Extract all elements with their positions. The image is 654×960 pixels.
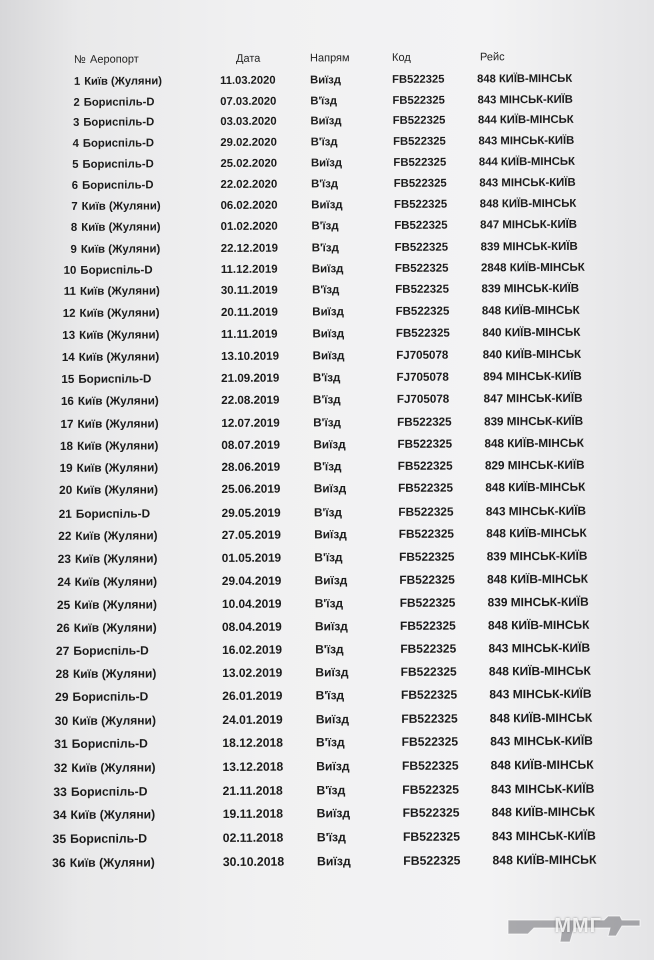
row-airport: Київ (Жуляни) [72,713,157,728]
row-airport: Бориспіль-D [72,689,149,705]
row-flight: 844 КИЇВ-МІНСЬК [477,114,574,127]
row-flight: 848 КИЇВ-МІНСЬК [484,436,584,451]
row-code: FJ705078 [396,349,449,362]
row-number: 33 [53,784,67,799]
row-number: 8 [70,222,78,235]
table-row [38,805,636,833]
row-code: FB522325 [394,219,448,233]
row-flight: 839 МІНСЬК-КИЇВ [481,283,580,296]
row-date: 21.09.2019 [221,372,280,386]
row-direction: Виїзд [310,74,341,87]
row-date: 08.04.2019 [221,619,282,634]
row-airport: Київ (Жуляни) [73,620,157,635]
row-airport: Бориспіль-D [82,137,155,150]
row-flight: 848 КИЇВ-МІНСЬК [487,617,590,633]
row-airport: Київ (Жуляни) [84,75,162,88]
row-code: FB522325 [399,549,455,565]
row-flight: 839 МІНСЬК-КИЇВ [480,240,578,253]
row-airport: Бориспіль-D [71,736,148,752]
row-direction: Виїзд [310,115,342,128]
row-date: 16.02.2019 [222,642,283,657]
row-date: 11.12.2019 [220,263,278,276]
row-direction: Виїзд [312,306,344,319]
row-code: FB522325 [392,94,445,107]
row-airport: Київ (Жуляни) [76,461,159,475]
row-code: FB522325 [401,758,459,773]
row-flight: 848 КИЇВ-МІНСЬК [479,197,577,211]
row-airport: Бориспіль-D [73,643,149,658]
row-flight: 839 МІНСЬК-КИЇВ [484,414,584,428]
row-direction: В'їзд [312,371,341,385]
row-flight: 844 КИЇВ-МІНСЬК [478,155,575,169]
row-date: 01.02.2020 [220,220,278,234]
row-date: 12.07.2019 [221,416,280,430]
row-flight: 848 КИЇВ-МІНСЬК [485,481,586,495]
row-flight: 839 МІНСЬК-КИЇВ [486,548,588,564]
row-number: 18 [59,439,74,453]
row-number: 16 [60,395,74,409]
row-code: FB522325 [397,459,453,473]
row-airport: Київ (Жуляни) [75,528,158,544]
row-direction: Виїзд [310,157,343,170]
row-direction: В'їзд [311,178,339,191]
header-date: Дата [235,52,261,65]
row-direction: Виїзд [312,327,345,341]
row-airport: Київ (Жуляни) [77,394,159,409]
row-flight: 829 МІНСЬК-КИЇВ [484,458,585,473]
row-code: FB522325 [399,572,455,587]
row-airport: Київ (Жуляни) [72,666,157,682]
row-code: FB522325 [394,262,449,275]
row-direction: Виїзд [314,573,348,588]
row-code: FB522325 [395,327,450,340]
row-airport: Київ (Жуляни) [77,416,159,431]
row-direction: В'їзд [316,782,346,797]
row-date: 29.02.2020 [220,136,277,150]
row-code: FB522325 [398,504,454,519]
row-number: 2 [73,96,80,109]
row-airport: Київ (Жуляни) [79,285,160,299]
row-date: 20.11.2019 [220,306,278,320]
row-direction: Виїзд [313,437,346,452]
row-airport: Київ (Жуляни) [71,760,156,775]
row-date: 03.03.2020 [220,115,277,129]
row-date: 19.11.2018 [222,806,284,822]
row-number: 27 [55,643,70,658]
row-flight: 840 КИЇВ-МІНСЬК [482,326,581,340]
row-number: 30 [54,713,69,728]
row-date: 22.02.2020 [220,178,278,191]
header-num: № [73,53,86,66]
row-direction: В'їзд [314,596,344,611]
row-number: 6 [71,179,79,192]
row-date: 29.05.2019 [221,505,281,520]
row-code: FJ705078 [396,392,450,407]
row-direction: Виїзд [314,527,347,542]
row-airport: Київ (Жуляни) [79,329,160,342]
row-airport: Бориспіль-D [83,95,155,109]
row-number: 7 [71,200,78,213]
row-date: 07.03.2020 [220,95,277,108]
table-row [39,781,637,808]
row-airport: Бориспіль-D [80,264,153,277]
row-direction: В'їзд [315,735,345,750]
row-flight: 843 МІНСЬК-КИЇВ [485,503,587,519]
row-date: 06.02.2020 [220,199,278,213]
row-flight: 843 МІНСЬК-КИЇВ [491,828,596,844]
row-direction: В'їзд [312,284,340,297]
row-number: 20 [59,484,73,498]
row-airport: Київ (Жуляни) [79,307,160,320]
row-date: 11.11.2019 [220,328,278,341]
row-direction: Виїзд [316,854,351,869]
row-number: 32 [53,760,68,775]
row-code: FB522325 [403,853,461,869]
row-number: 17 [60,417,74,431]
row-date: 24.01.2019 [222,712,283,727]
row-date: 11.03.2020 [220,74,276,87]
row-code: FB522325 [392,73,445,86]
row-direction: В'їзд [311,241,339,254]
row-flight: 843 МІНСЬК-КИЇВ [488,640,591,656]
row-code: FB522325 [399,618,456,633]
row-flight: 848 КИЇВ-МІНСЬК [487,571,588,587]
row-date: 13.10.2019 [221,350,280,363]
row-code: FB522325 [395,284,450,297]
row-date: 08.07.2019 [221,438,280,452]
row-number: 29 [55,690,69,705]
row-number: 36 [52,856,66,871]
row-direction: В'їзд [314,550,343,565]
row-flight: 839 МІНСЬК-КИЇВ [487,594,589,610]
row-flight: 848 КИЇВ-МІНСЬК [486,526,587,541]
row-direction: В'їзд [310,136,338,149]
row-direction: В'їзд [313,460,342,474]
row-number: 14 [61,351,75,364]
row-airport: Київ (Жуляни) [81,221,161,235]
row-code: FB522325 [400,664,457,680]
row-number: 34 [52,808,67,823]
row-number: 3 [73,117,80,130]
row-airport: Бориспіль-D [82,158,154,171]
row-date: 30.10.2018 [222,854,285,870]
table-body [52,72,637,880]
row-code: FB522325 [400,641,457,656]
row-flight: 848 КИЇВ-МІНСЬК [481,304,580,318]
row-date: 25.06.2019 [221,482,281,497]
row-code: FB522325 [394,241,449,254]
row-number: 10 [63,264,77,277]
row-code: FB522325 [392,114,446,128]
row-number: 26 [56,620,70,635]
row-code: FB522325 [401,734,459,750]
row-code: FB522325 [398,481,454,496]
row-flight: 843 МІНСЬК-КИЇВ [491,781,595,796]
table-row [38,829,637,857]
row-number: 4 [72,137,79,150]
row-code: FB522325 [397,437,453,451]
row-flight: 848 КИЇВ-МІНСЬК [490,757,594,773]
row-direction: В'їзд [313,505,343,520]
row-number: 1 [73,75,81,88]
row-date: 30.11.2019 [220,285,278,298]
row-number: 9 [70,243,77,256]
row-direction: В'їзд [315,642,344,657]
row-airport: Бориспіль-D [82,179,154,192]
row-airport: Київ (Жуляни) [77,439,159,453]
row-code: FB522325 [402,829,461,845]
row-number: 28 [55,667,69,682]
row-number: 35 [52,832,67,847]
row-code: FB522325 [400,687,458,703]
row-number: 24 [57,574,71,589]
row-code: FB522325 [397,415,452,429]
row-code: FB522325 [398,527,455,542]
row-date: 13.12.2018 [222,759,284,774]
row-code: FB522325 [399,595,456,610]
row-flight: 843 МІНСЬК-КИЇВ [479,176,576,190]
row-airport: Бориспіль-D [75,506,151,521]
row-direction: Виїзд [316,759,350,774]
row-direction: В'їзд [316,830,346,845]
header-direction: Напрям [309,52,350,65]
row-flight: 848 КИЇВ-МІНСЬК [488,663,591,679]
row-code: FJ705078 [396,370,449,385]
row-flight: 843 МІНСЬК-КИЇВ [478,134,575,148]
row-airport: Київ (Жуляни) [70,807,156,823]
row-number: 13 [62,329,76,342]
table-row [38,853,637,881]
row-direction: Виїзд [312,349,345,362]
row-airport: Київ (Жуляни) [74,597,157,612]
row-date: 18.12.2018 [222,735,283,751]
row-airport: Київ (Жуляни) [81,200,161,213]
row-direction: Виїзд [315,665,349,680]
row-date: 22.08.2019 [221,394,280,408]
row-flight: 843 МІНСЬК-КИЇВ [489,687,592,702]
row-airport: Бориспіль-D [70,784,148,799]
row-direction: Виїзд [315,712,350,727]
row-code: FB522325 [402,805,460,821]
row-direction: Виїзд [314,619,348,634]
row-direction: В'їзд [311,220,339,233]
row-airport: Київ (Жуляни) [76,483,159,498]
row-date: 25.02.2020 [220,157,278,170]
row-flight: 848 КИЇВ-МІНСЬК [491,805,596,820]
header-flight: Рейс [479,51,505,64]
row-date: 13.02.2019 [222,665,283,681]
row-number: 23 [57,552,72,567]
row-code: FB522325 [393,135,446,148]
row-direction: В'їзд [310,94,338,108]
row-flight: 847 МІНСЬК-КИЇВ [483,392,583,406]
row-flight: 847 МІНСЬК-КИЇВ [480,219,578,232]
row-direction: В'їзд [313,415,341,429]
row-number: 12 [62,307,76,320]
row-airport: Київ (Жуляни) [69,855,155,871]
row-airport: Бориспіль-D [83,116,155,130]
row-airport: Бориспіль-D [78,372,152,387]
row-code: FB522325 [393,156,447,169]
row-direction: В'їзд [315,688,345,703]
flights-table [52,50,637,880]
row-date: 10.04.2019 [221,596,282,611]
row-code: FB522325 [401,711,458,726]
row-airport: Київ (Жуляни) [80,242,161,256]
row-flight: 843 МІНСЬК-КИЇВ [477,93,573,106]
row-number: 19 [59,461,73,475]
row-direction: Виїзд [311,199,343,212]
row-date: 26.01.2019 [222,689,283,704]
row-flight: 848 КИЇВ-МІНСЬК [489,710,593,726]
row-flight: 840 КИЇВ-МІНСЬК [482,348,582,361]
header-airport: Аеропорт [89,53,139,66]
row-number: 22 [58,529,72,544]
row-date: 28.06.2019 [221,460,281,474]
row-number: 15 [61,373,75,387]
row-flight: 843 МІНСЬК-КИЇВ [490,734,593,749]
row-airport: Бориспіль-D [70,831,148,847]
row-flight: 2848 КИЇВ-МІНСЬК [480,261,585,275]
row-date: 01.05.2019 [221,550,282,566]
row-code: FB522325 [393,177,447,190]
row-code: FB522325 [395,305,450,318]
row-date: 02.11.2018 [222,830,284,846]
row-airport: Київ (Жуляни) [78,350,160,364]
row-direction: В'їзд [312,393,341,407]
row-date: 29.04.2019 [221,573,282,588]
header-code: Код [391,51,411,64]
row-date: 21.11.2018 [222,783,283,798]
row-number: 11 [63,286,76,299]
row-direction: Виїзд [313,482,347,496]
row-number: 5 [72,158,79,171]
row-number: 31 [54,737,68,752]
row-code: FB522325 [393,198,448,211]
row-date: 27.05.2019 [221,528,281,543]
table-row [39,757,636,784]
row-direction: Виїзд [316,806,351,821]
watermark [504,906,644,952]
row-flight: 848 КИЇВ-МІНСЬК [492,852,597,868]
watermark-text: ММГ [554,915,602,937]
row-date: 22.12.2019 [220,242,279,255]
row-airport: Київ (Жуляни) [74,551,158,567]
row-direction: Виїзд [311,263,344,276]
row-number: 25 [56,597,71,612]
row-code: FB522325 [402,782,460,797]
row-flight: 894 МІНСЬК-КИЇВ [483,370,582,384]
row-flight: 848 КИЇВ-МІНСЬК [477,72,573,86]
row-airport: Київ (Жуляни) [74,574,158,589]
row-number: 21 [58,506,72,521]
